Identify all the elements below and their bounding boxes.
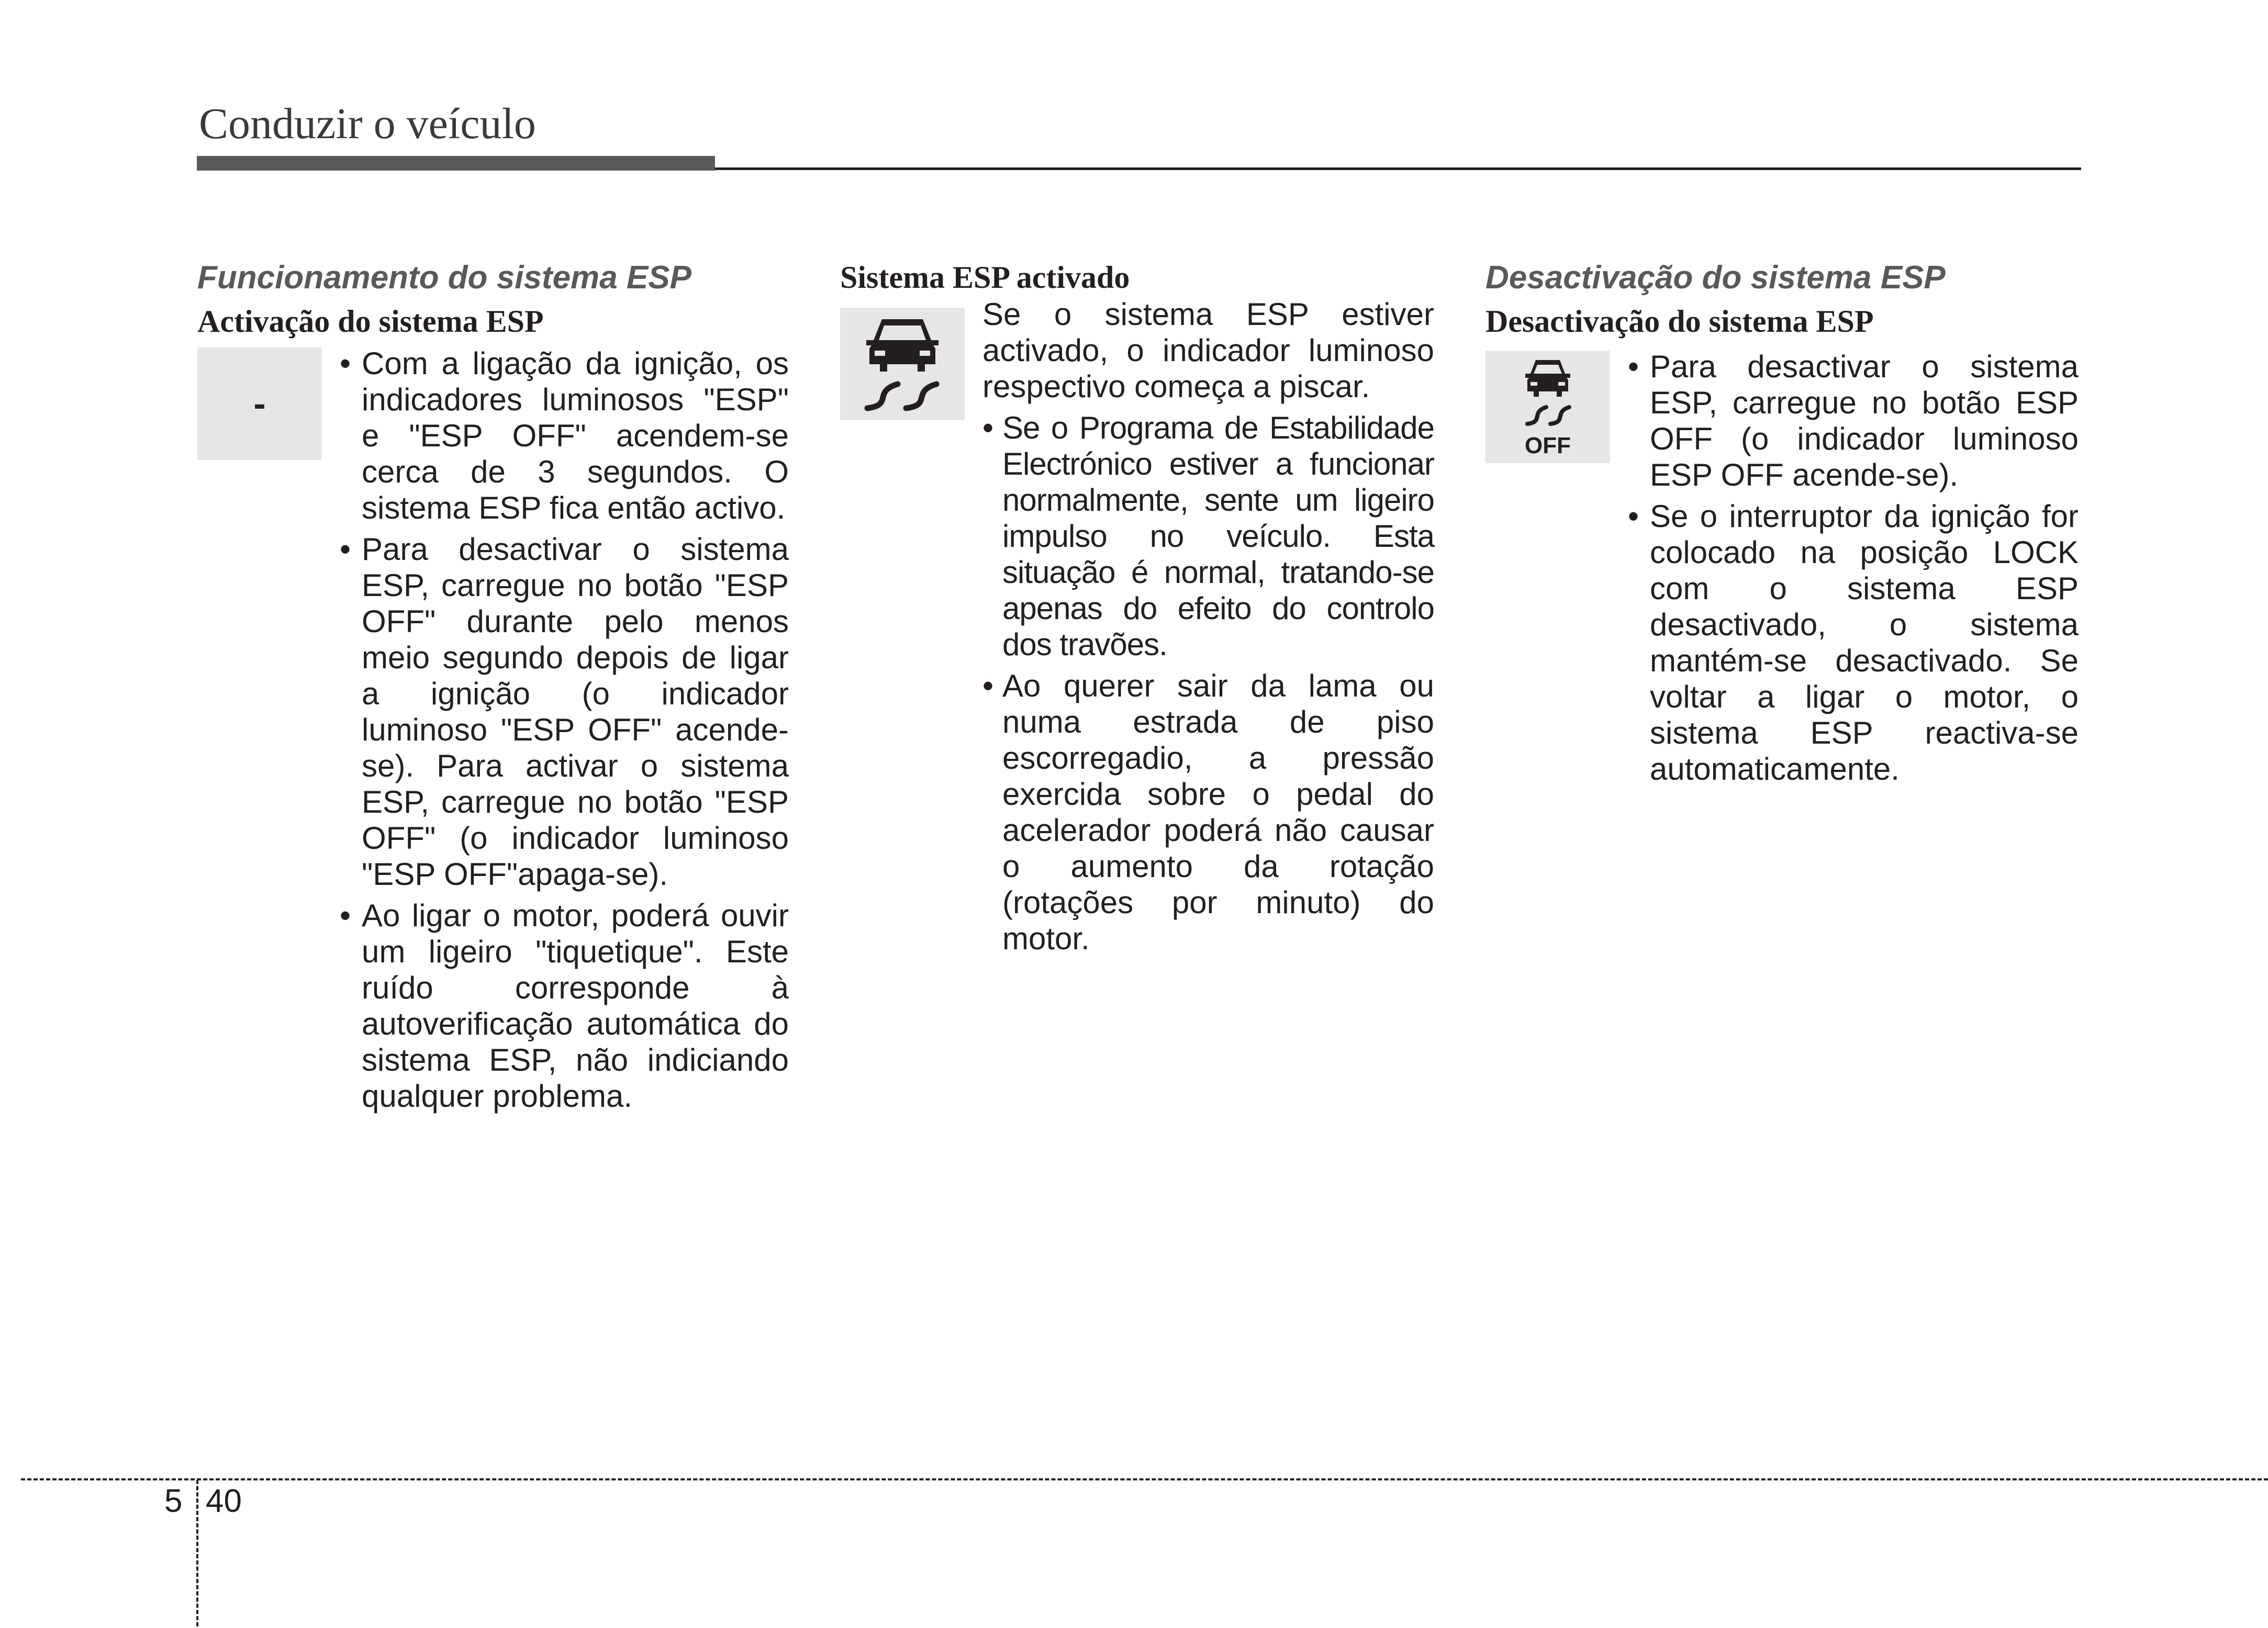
section-title-esp-deactivation: Desactivação do sistema ESP: [1485, 260, 1946, 296]
esp-activated-intro: Se o sistema ESP estiver activado, o indicador luminoso respectivo começa a piscar.: [982, 297, 1434, 404]
esp-activation-block: [197, 337, 789, 1114]
footer-dashed-rule: [21, 1478, 2268, 1480]
column-esp-operation: [197, 262, 789, 1119]
header-rule-thin: [715, 167, 2081, 170]
esp-activated-text: [982, 293, 1434, 957]
esp-deactivation-text: [1628, 337, 2079, 787]
header-rule-thick: [197, 156, 715, 171]
footer-vertical-dashed-rule: [196, 1480, 198, 1626]
bullet-item: • Ao ligar o motor, poderá ouvir um ligeiro "tiquetique". Este ruído corresponde à autoverificação automática do sistema ESP, não indiciando qualquer problema.: [340, 897, 789, 1114]
column-esp-activated: [840, 262, 1434, 962]
esp-activation-text: [340, 337, 789, 1114]
esp-off-icon: [1485, 351, 1610, 463]
chapter-number: 5: [164, 1483, 183, 1519]
bullet-item: • Se o Programa de Estabilidade Electrónico estiver a funcionar normalmente, sente um ligeiro impulso no veículo. Esta situação é normal, tratando-se apenas do efeito do controlo dos travões.: [982, 410, 1434, 663]
indicator-placeholder-label: -: [253, 383, 266, 424]
bullet-item: • Se o interruptor da ignição for colocado na posição LOCK com o sistema ESP desactivado, o sistema mantém-se desactivado. Se voltar a ligar o motor, o sistema ESP reactiva-se automaticamente.: [1628, 498, 2079, 787]
section-title-esp-operation: Funcionamento do sistema ESP: [197, 260, 691, 296]
bullet-item: • Com a ligação da ignição, os indicadores luminosos "ESP" e "ESP OFF" acendem-se cerca de 3 segundos. O sistema ESP fica então activo.: [340, 345, 789, 526]
esp-off-indicator-box: [1485, 351, 1610, 463]
subtitle-esp-activation: Activação do sistema ESP: [197, 304, 544, 339]
esp-activated-bullets: [982, 410, 1434, 957]
bullet-item: • Ao querer sair da lama ou numa estrada de piso escorregadio, a pressão exercida sobre o pedal do acelerador poderá não causar o aumento da rotação (rotações por minuto) do motor.: [982, 668, 1434, 957]
page-header-title: Conduzir o veículo: [199, 99, 536, 148]
esp-indicator-box: [840, 308, 965, 420]
bullet-item: • Para desactivar o sistema ESP, carregue no botão "ESP OFF" durante pelo menos meio segundo depois de ligar a ignição (o indicador luminoso "ESP OFF" acende-se). Para activar o sistema ESP, carregue no botão "ESP OFF" (o indicador luminoso "ESP OFF"apaga-se).: [340, 531, 789, 892]
subtitle-esp-deactivation: Desactivação do sistema ESP: [1485, 304, 1874, 339]
esp-activated-block: [840, 293, 1434, 957]
page-number: 40: [206, 1483, 242, 1519]
subtitle-esp-activated: Sistema ESP activado: [840, 260, 1130, 295]
esp-off-icon-label: OFF: [1525, 433, 1571, 458]
esp-deactivation-block: [1485, 337, 2079, 787]
esp-skid-car-icon: [840, 308, 965, 420]
bullet-item: • Para desactivar o sistema ESP, carregue no botão ESP OFF (o indicador luminoso ESP OFF acende-se).: [1628, 349, 2079, 493]
column-esp-deactivation: [1485, 262, 2079, 792]
indicator-placeholder-box: [197, 347, 322, 460]
